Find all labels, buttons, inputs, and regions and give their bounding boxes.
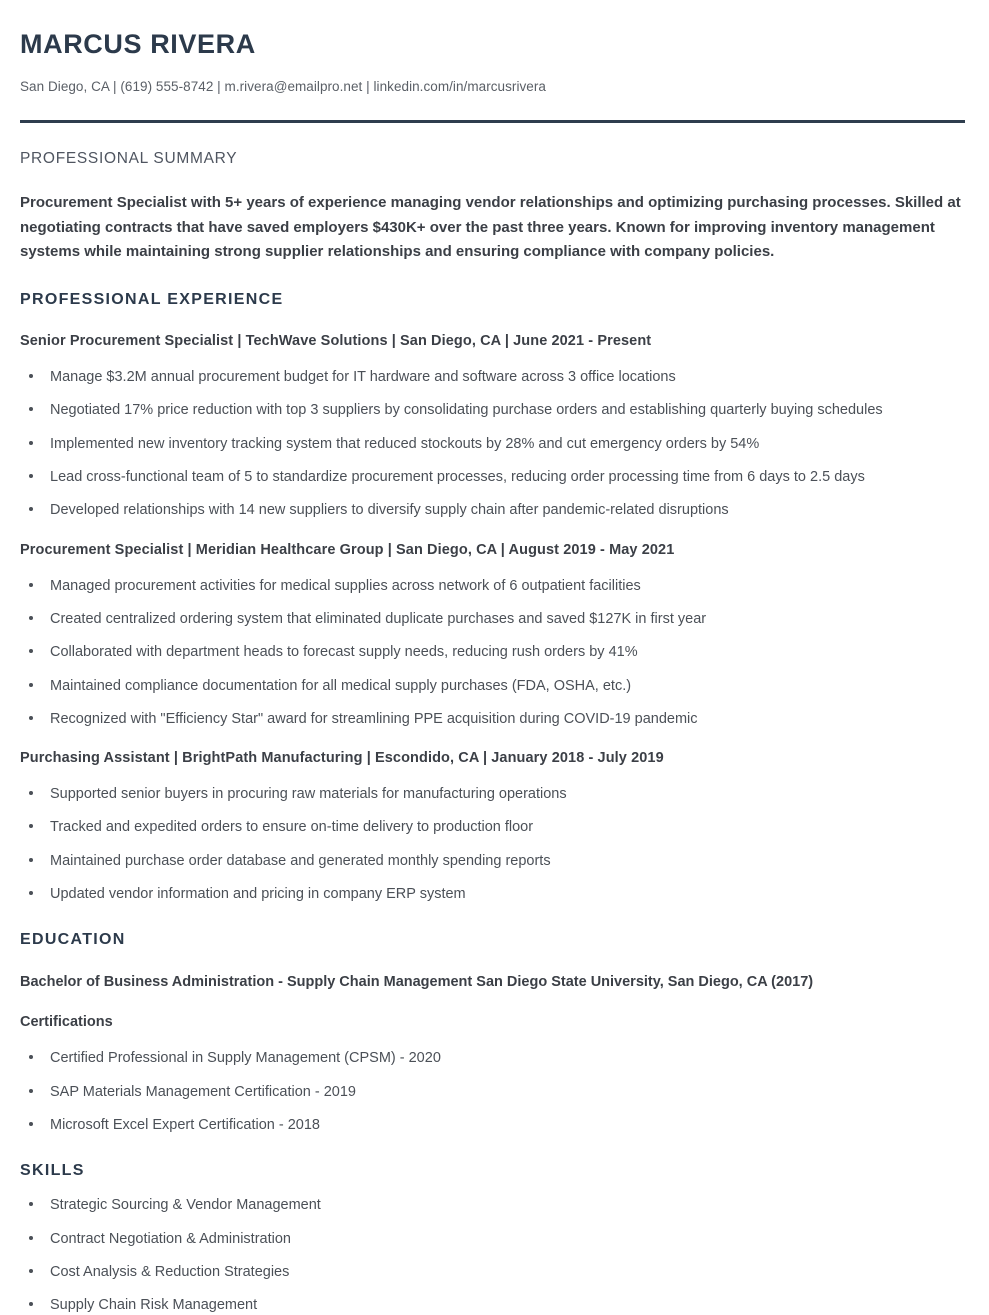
list-item-label: Maintained purchase order database and generated monthly spending reports	[50, 852, 551, 869]
job-title-line: Senior Procurement Specialist | TechWave Solutions | San Diego, CA | June 2021 - Present	[20, 333, 652, 350]
bullet-icon	[29, 374, 33, 378]
section-education	[20, 931, 965, 1135]
section-professional-summary	[20, 150, 965, 264]
list-item	[20, 1295, 965, 1315]
bullet-icon	[29, 1302, 33, 1306]
list-item	[20, 367, 965, 387]
list-item-label: Lead cross-functional team of 5 to standardize procurement processes, reducing order processing time from 6 days to 2.5 days	[50, 469, 865, 486]
list-item	[20, 709, 965, 729]
bullet-icon	[29, 407, 33, 411]
bullet-icon	[29, 507, 33, 511]
list-item-label: Created centralized ordering system that eliminated duplicate purchases and saved $127K in first year	[50, 610, 707, 627]
list-item	[20, 1262, 965, 1282]
section-heading-skills: SKILLS	[20, 1162, 85, 1180]
section-skills	[20, 1162, 965, 1315]
list-item-label: Implemented new inventory tracking system that reduced stockouts by 28% and cut emergency orders by 54%	[50, 435, 760, 452]
candidate-name: MARCUS RIVERA	[20, 29, 256, 59]
list-item	[20, 400, 965, 420]
list-item	[20, 576, 965, 596]
job-bullet-list	[20, 367, 965, 520]
list-item-label: Managed procurement activities for medical supplies across network of 6 outpatient facilities	[50, 577, 641, 594]
list-item-label: Negotiated 17% price reduction with top 3 suppliers by consolidating purchase orders and establishing quarterly buying schedules	[50, 402, 883, 419]
contact-line: San Diego, CA | (619) 555-8742 | m.rivera@emailpro.net | linkedin.com/in/marcusrivera	[20, 79, 546, 95]
bullet-icon	[29, 649, 33, 653]
experience-entry	[20, 748, 965, 904]
list-item	[20, 817, 965, 837]
bullet-icon	[29, 1055, 33, 1059]
experience-list	[20, 331, 965, 904]
list-item-label: Strategic Sourcing & Vendor Management	[50, 1197, 321, 1214]
section-heading-summary: PROFESSIONAL SUMMARY	[20, 150, 238, 168]
list-item	[20, 1195, 965, 1215]
list-item-label: Supply Chain Risk Management	[50, 1297, 258, 1314]
bullet-icon	[29, 824, 33, 828]
summary-paragraph: Procurement Specialist with 5+ years of experience managing vendor relationships and optimizing purchasing processes. Skilled at negotiating contracts that have saved employers $430K+ over the past three years. Known for improving inventory management systems while maintaining strong supplier relationships and ensuring compliance with company policies.	[20, 194, 961, 260]
certifications-heading: Certifications	[20, 1014, 113, 1031]
bullet-icon	[29, 441, 33, 445]
list-item-label: Manage $3.2M annual procurement budget for IT hardware and software across 3 office locations	[50, 369, 676, 386]
experience-entry	[20, 331, 965, 521]
job-bullet-list	[20, 784, 965, 904]
certifications-list	[20, 1048, 965, 1135]
list-item	[20, 467, 965, 487]
list-item	[20, 1048, 965, 1068]
list-item	[20, 676, 965, 696]
bullet-icon	[29, 858, 33, 862]
bullet-icon	[29, 1122, 33, 1126]
bullet-icon	[29, 1236, 33, 1240]
list-item	[20, 434, 965, 454]
bullet-icon	[29, 791, 33, 795]
bullet-icon	[29, 891, 33, 895]
list-item	[20, 609, 965, 629]
list-item	[20, 1229, 965, 1249]
job-bullet-list	[20, 576, 965, 729]
resume-header	[20, 28, 965, 123]
list-item	[20, 1115, 965, 1135]
list-item-label: Tracked and expedited orders to ensure on-time delivery to production floor	[50, 819, 534, 836]
skills-list	[20, 1195, 965, 1315]
bullet-icon	[29, 683, 33, 687]
bullet-icon	[29, 716, 33, 720]
section-professional-experience	[20, 291, 965, 904]
bullet-icon	[29, 474, 33, 478]
list-item-label: Cost Analysis & Reduction Strategies	[50, 1263, 290, 1280]
experience-entry	[20, 540, 965, 730]
job-title-line: Purchasing Assistant | BrightPath Manufacturing | Escondido, CA | January 2018 - July 2019	[20, 750, 664, 767]
education-degree-line: Bachelor of Business Administration - Supply Chain Management San Diego State University, San Diego, CA (2017)	[20, 974, 814, 991]
list-item-label: Microsoft Excel Expert Certification - 2018	[50, 1117, 320, 1133]
list-item-label: Updated vendor information and pricing in company ERP system	[50, 886, 466, 903]
section-heading-experience: PROFESSIONAL EXPERIENCE	[20, 291, 284, 309]
bullet-icon	[29, 1089, 33, 1093]
list-item-label: Recognized with "Efficiency Star" award for streamlining PPE acquisition during COVID-19 pandemic	[50, 710, 698, 727]
bullet-icon	[29, 616, 33, 620]
list-item-label: Contract Negotiation & Administration	[50, 1230, 291, 1247]
job-title-line: Procurement Specialist | Meridian Healthcare Group | San Diego, CA | August 2019 - May 2021	[20, 541, 675, 558]
bullet-icon	[29, 583, 33, 587]
list-item-label: Developed relationships with 14 new suppliers to diversify supply chain after pandemic-related disruptions	[50, 502, 729, 519]
list-item	[20, 884, 965, 904]
list-item-label: Supported senior buyers in procuring raw materials for manufacturing operations	[50, 786, 567, 803]
section-heading-education: EDUCATION	[20, 931, 126, 949]
list-item-label: SAP Materials Management Certification - 2019	[50, 1083, 356, 1100]
header-divider	[20, 120, 965, 123]
list-item-label: Certified Professional in Supply Management (CPSM) - 2020	[50, 1050, 441, 1067]
list-item	[20, 1082, 965, 1102]
bullet-icon	[29, 1202, 33, 1206]
list-item	[20, 851, 965, 871]
list-item	[20, 642, 965, 662]
bullet-icon	[29, 1269, 33, 1273]
list-item-label: Collaborated with department heads to forecast supply needs, reducing rush orders by 41%	[50, 644, 638, 661]
list-item-label: Maintained compliance documentation for all medical supply purchases (FDA, OSHA, etc.)	[50, 677, 632, 694]
list-item	[20, 784, 965, 804]
list-item	[20, 500, 965, 520]
